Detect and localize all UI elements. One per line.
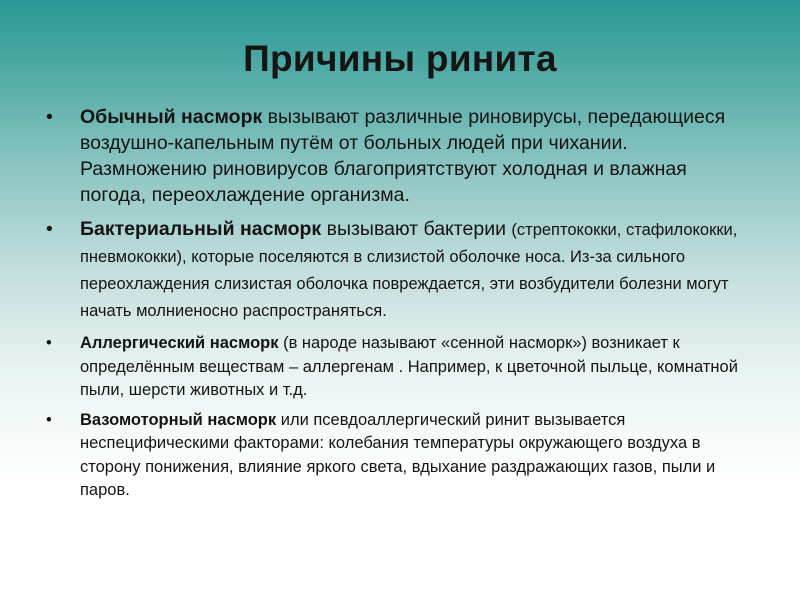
bullet-vasomotor: [46, 409, 758, 503]
bullet-marker: •: [46, 218, 53, 240]
bullet-term: Вазомоторный насморк: [80, 410, 277, 429]
bullet-text: (в народе называют «сенной насморк») возникает к определённым веществам – аллергенам . Например, к цветочной пыльце, комнатной пыли, шерсти животных и т.д.: [80, 334, 738, 399]
bullet-marker: •: [46, 410, 52, 429]
bullet-text: вызывают различные риновирусы, передающиеся воздушно-капельным путём от больных людей при чихании. Размножению риновирусов благоприятствуют холодная и влажная погода, переохлаждение организма.: [80, 106, 726, 206]
bullet-marker: •: [46, 106, 53, 128]
bullet-text: или псевдоаллергический ринит вызывается неспецифическими факторами: колебания температуры окружающего воздуха в сторону понижения, влияние яркого света, вдыхание раздражающих газов, пыли и паров.: [80, 410, 716, 499]
bullet-list: [46, 104, 758, 509]
bullet-text: вызывают бактерии: [321, 218, 512, 240]
bullet-allergic: [46, 332, 758, 403]
bullet-term: Аллергический насморк: [80, 334, 279, 352]
bullet-bacterial: [46, 216, 758, 324]
bullet-marker: •: [46, 334, 52, 352]
bullet-term: Обычный насморк: [80, 106, 263, 128]
slide-title: Причины ринита: [243, 38, 557, 79]
bullet-text-small: (стрептококки, стафилококки, пневмококки), которые поселяются в слизистой оболочке носа. Из-за сильного переохлаждения слизистая оболочка повреждается, эти возбудители болезни могут начать молниеносно распространяться.: [80, 221, 738, 320]
bullet-common-cold: [46, 104, 758, 208]
bullet-term: Бактериальный насморк: [80, 218, 322, 240]
